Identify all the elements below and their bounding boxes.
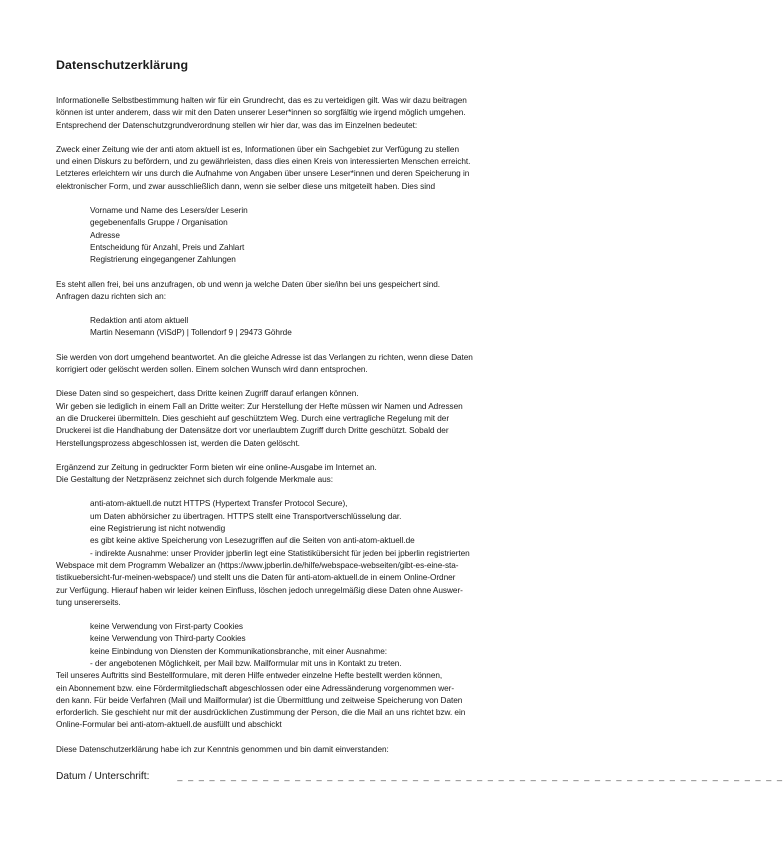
- feature-item: Webspace mit dem Programm Webalizer an (https://www.jpberlin.de/hilfe/webspace-webseiten/gibt-es-eine-sta-: [56, 560, 459, 570]
- text-line: Es steht allen frei, bei uns anzufragen, ob und wenn ja welche Daten über sie/ihn bei uns gespeichert sind.: [56, 279, 441, 289]
- text-line: Informationelle Selbstbestimmung halten wir für ein Grundrecht, das es zu verteidigen gilt. Was wir dazu beitragen: [56, 96, 467, 105]
- list-item: Vorname und Name des Lesers/der Leserin: [90, 206, 248, 216]
- list-item: Registrierung eingegangener Zahlungen: [90, 255, 236, 265]
- website-features-list: [56, 498, 542, 609]
- text-line: Diese Datenschutzerklärung habe ich zur Kenntnis genommen und bin damit einverstanden:: [56, 744, 389, 754]
- text-line: an die Druckerei übermitteln. Dies geschieht auf geschütztem Weg. Durch eine vertragliche Regelung mit der: [56, 413, 450, 423]
- feature-item: Online-Formular bei anti-atom-aktuell.de ausfüllt und abschickt: [56, 720, 282, 730]
- text-line: Zweck einer Zeitung wie der anti atom aktuell ist es, Informationen über ein Sachgebiet zur Verfügung zu stellen: [56, 144, 460, 154]
- text-line: elektronischer Form, und zwar ausschließlich dann, wenn sie selber diese uns mitgeteilt haben. Dies sind: [56, 181, 436, 191]
- storage-paragraph: [56, 388, 542, 449]
- feature-item: keine Verwendung von Third-party Cookies: [90, 634, 246, 644]
- document-body: [56, 95, 542, 768]
- feature-item: Teil unseres Auftritts sind Bestellformulare, mit deren Hilfe entweder einzelne Hefte bestellt werden können,: [56, 671, 443, 681]
- consent-statement: [56, 744, 542, 756]
- text-line: Druckerei ist die Handhabung der Datensätze dort vor unerlaubtem Zugriff durch Dritte geschützt. Sobald der: [56, 426, 449, 436]
- text-line: können ist unter anderem, dass wir mit den Daten unserer Leser*innen so sorgfältig wie irgend möglich umgehen.: [56, 108, 466, 118]
- feature-item: eine Registrierung ist nicht notwendig: [90, 524, 226, 534]
- signature-field[interactable]: _ _ _ _ _ _ _ _ _ _ _ _ _ _ _ _ _ _ _ _ _ _ _ _ _ _ _ _ _ _ _ _ _ _ _ _ _ _ _ _ _ _ _ _ _ _ _ _ _ _ _ _ _ _ _ _ _: [177, 771, 784, 781]
- stored-data-list: [56, 205, 542, 266]
- address-line: Redaktion anti atom aktuell: [90, 316, 189, 326]
- text-line: korrigiert oder gelöscht werden sollen. Einem solchen Wunsch wird dann entsprochen.: [56, 365, 368, 375]
- text-line: Herstellungsprozess abgeschlossen ist, werden die Daten gelöscht.: [56, 438, 300, 448]
- cookies-list: [56, 621, 542, 732]
- text-line: Anfragen dazu richten sich an:: [56, 291, 166, 301]
- page-title: Datenschutzerklärung: [56, 58, 189, 72]
- text-line: Die Gestaltung der Netzpräsenz zeichnet sich durch folgende Merkmale aus:: [56, 475, 333, 485]
- list-item: Adresse: [90, 230, 120, 240]
- text-line: Entsprechend der Datenschutzgrundverordnung stellen wir hier dar, was das im Einzelnen bedeutet:: [56, 120, 418, 130]
- response-paragraph: [56, 352, 542, 377]
- feature-item: - der angebotenen Möglichkeit, per Mail bzw. Mailformular mit uns in Kontakt zu treten.: [90, 658, 402, 668]
- feature-item: - indirekte Ausnahme: unser Provider jpberlin legt eine Statistikübersicht für jeden bei jpberlin registrierten: [90, 548, 470, 558]
- feature-item: keine Einbindung von Diensten der Kommunikationsbranche, mit einer Ausnahme:: [90, 646, 388, 656]
- feature-item: tistikuebersicht-fur-meinen-webspace/) und stellt uns die Daten für anti-atom-aktuell.de in einem Online-Ordner: [56, 573, 456, 583]
- text-line: Ergänzend zur Zeitung in gedruckter Form bieten wir eine online-Ausgabe im Internet an.: [56, 462, 377, 472]
- contact-address: [56, 315, 542, 340]
- online-paragraph: [56, 462, 542, 487]
- intro-paragraph: [56, 95, 542, 132]
- text-line: Letzteres erleichtern wir uns durch die Aufnahme von Angaben über unsere Leser*innen und deren Speicherung in: [56, 169, 470, 179]
- inquiry-paragraph: [56, 279, 542, 304]
- text-line: Diese Daten sind so gespeichert, dass Dritte keinen Zugriff darauf erlangen können.: [56, 389, 359, 399]
- list-item: Entscheidung für Anzahl, Preis und Zahlart: [90, 242, 245, 252]
- text-line: Wir geben sie lediglich in einem Fall an Dritte weiter: Zur Herstellung der Hefte müssen wir Namen und Adressen: [56, 401, 463, 411]
- text-line: Sie werden von dort umgehend beantwortet. An die gleiche Adresse ist das Verlangen zu richten, wenn diese Daten: [56, 352, 473, 362]
- purpose-paragraph: [56, 144, 542, 193]
- list-item: gegebenenfalls Gruppe / Organisation: [90, 218, 228, 228]
- feature-item: anti-atom-aktuell.de nutzt HTTPS (Hypertext Transfer Protocol Secure),: [90, 499, 348, 509]
- signature-row: [56, 771, 784, 782]
- feature-item: erforderlich. Sie geschieht nur mit der ausdrücklichen Zustimmung der Person, die die Mail an uns richtet bzw. ein: [56, 708, 466, 718]
- signature-label: Datum / Unterschrift:: [56, 771, 150, 782]
- feature-item: es gibt keine aktive Speicherung von Lesezugriffen auf die Seiten von anti-atom-aktuell.de: [90, 536, 415, 546]
- feature-item: um Daten abhörsicher zu übertragen. HTTPS stellt eine Transportverschlüsselung dar.: [90, 511, 402, 521]
- address-line: Martin Nesemann (ViSdP) | Tollendorf 9 | 29473 Göhrde: [90, 328, 292, 338]
- feature-item: zur Verfügung. Hierauf haben wir leider keinen Einfluss, löschen jedoch unregelmäßig diese Daten ohne Auswer-: [56, 585, 463, 595]
- feature-item: den kann. Für beide Verfahren (Mail und Mailformular) ist die Übermittlung und zeitweise Speicherung von Daten: [56, 695, 463, 705]
- feature-item: tung unsererseits.: [56, 597, 121, 607]
- text-line: und einen Diskurs zu befördern, und zu gewährleisten, dass dies einen Kreis von interessierten Menschen erreicht.: [56, 157, 471, 167]
- feature-item: keine Verwendung von First-party Cookies: [90, 622, 243, 632]
- feature-item: ein Abonnement bzw. eine Fördermitgliedschaft abgeschlossen oder eine Adressänderung vorgenommen wer-: [56, 683, 455, 693]
